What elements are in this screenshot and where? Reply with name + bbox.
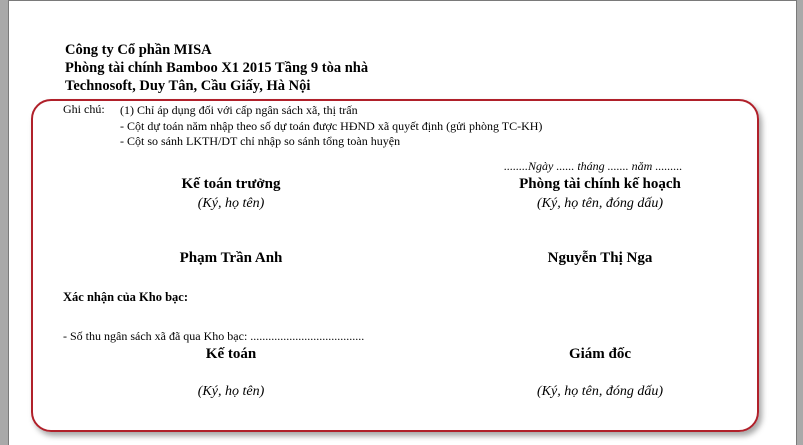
notes-label: Ghi chú: — [63, 102, 105, 116]
chief-accountant-title: Kế toán trưởng — [181, 176, 281, 192]
treasury-confirmation-label: Xác nhận của Kho bạc: — [63, 290, 189, 304]
date-line: ........Ngày ...... tháng ....... năm ......... — [504, 159, 683, 173]
director-title: Giám đốc — [568, 346, 632, 362]
note-item: - Cột so sánh LKTH/DT chỉ nhập so sánh tổng toàn huyện — [120, 134, 401, 148]
company-address-line1: Phòng tài chính Bamboo X1 2015 Tầng 9 tòa nhà — [65, 60, 369, 76]
note-item: (1) Chỉ áp dụng đối với cấp ngân sách xã, thị trấn — [120, 103, 358, 117]
chief-accountant-hint: (Ký, họ tên) — [197, 196, 265, 211]
report-page — [8, 0, 797, 445]
accountant-hint: (Ký, họ tên) — [197, 384, 265, 399]
accountant-title: Kế toán — [205, 346, 257, 362]
treasury-revenue-line: - Số thu ngân sách xã đã qua Kho bạc: ...................................... — [63, 329, 365, 343]
note-item: - Cột dự toán năm nhập theo số dự toán được HĐND xã quyết định (gửi phòng TC-KH) — [120, 119, 543, 133]
finance-dept-name: Nguyễn Thị Nga — [547, 250, 653, 266]
company-name: Công ty Cổ phần MISA — [65, 42, 212, 58]
chief-accountant-name: Phạm Trần Anh — [179, 250, 283, 266]
finance-dept-title: Phòng tài chính kế hoạch — [519, 176, 681, 192]
director-hint: (Ký, họ tên, đóng dấu) — [537, 384, 663, 399]
company-address-line2: Technosoft, Duy Tân, Cầu Giấy, Hà Nội — [65, 78, 311, 94]
finance-dept-hint: (Ký, họ tên, đóng dấu) — [537, 196, 663, 211]
